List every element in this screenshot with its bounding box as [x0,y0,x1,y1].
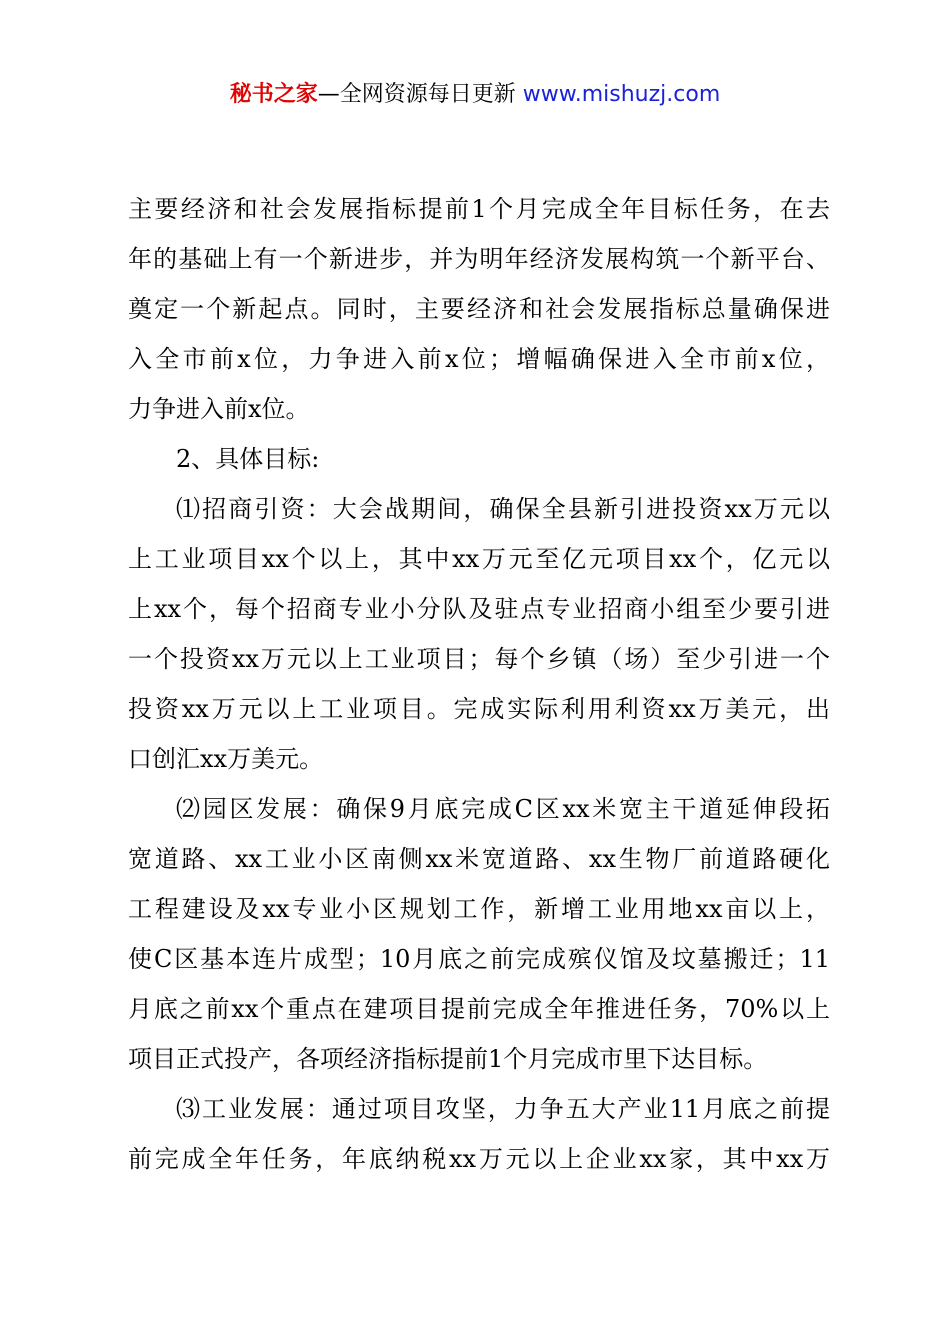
text-line: ⑴招商引资：大会战期间，确保全县新引进投资xx万元以 [176,495,830,523]
text-line: 入全市前x位，力争进入前x位；增幅确保进入全市前x位， [128,345,830,373]
text-line: 主要经济和社会发展指标提前1个月完成全年目标任务，在去 [128,195,830,223]
text-line: 工程建设及xx专业小区规划工作，新增工业用地xx亩以上， [128,895,830,923]
text-line: 项目正式投产，各项经济指标提前1个月完成市里下达目标。 [128,1045,768,1073]
text-line: 宽道路、xx工业小区南侧xx米宽道路、xx生物厂前道路硬化 [128,845,830,873]
header-tagline: —全网资源每日更新 [317,82,516,107]
site-url[interactable]: www.mishuzj.com [522,82,721,107]
text-line: 一个投资xx万元以上工业项目；每个乡镇（场）至少引进一个 [128,645,830,673]
text-line: 上工业项目xx个以上，其中xx万元至亿元项目xx个，亿元以 [128,545,830,573]
section-heading: 2、具体目标: [176,445,320,473]
brand-name: 秘书之家 [229,82,318,107]
text-line: ⑵园区发展：确保9月底完成C区xx米宽主干道延伸段拓 [176,795,830,823]
text-line: 投资xx万元以上工业项目。完成实际利用利资xx万美元，出 [128,695,830,723]
text-line: 年的基础上有一个新进步，并为明年经济发展构筑一个新平台、 [128,245,830,273]
text-line: 力争进入前x位。 [128,395,310,423]
text-line: 上xx个，每个招商专业小分队及驻点专业招商小组至少要引进 [128,595,830,623]
text-line: 奠定一个新起点。同时，主要经济和社会发展指标总量确保进 [128,295,830,323]
document-body [128,184,830,1184]
text-line: ⑶工业发展：通过项目攻坚，力争五大产业11月底之前提 [176,1095,830,1123]
text-line: 使C区基本连片成型；10月底之前完成殡仪馆及坟墓搬迁；11 [128,945,830,973]
text-line: 口创汇xx万美元。 [128,745,324,773]
text-line: 前完成全年任务，年底纳税xx万元以上企业xx家，其中xx万 [128,1145,830,1173]
page-header [0,80,950,110]
text-line: 月底之前xx个重点在建项目提前完成全年推进任务，70%以上 [128,995,830,1023]
